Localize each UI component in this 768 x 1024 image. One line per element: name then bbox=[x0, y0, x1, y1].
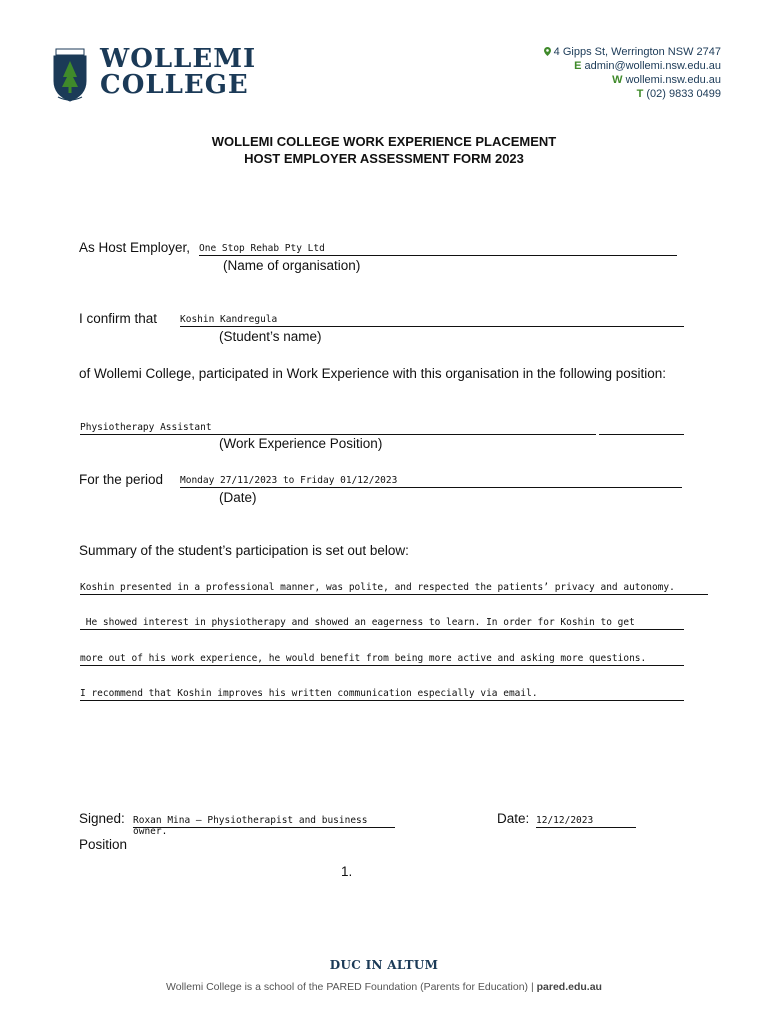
confirm-label: I confirm that bbox=[79, 311, 158, 326]
web-link[interactable]: wollemi.nsw.edu.au bbox=[625, 74, 721, 86]
host-employer-caption: (Name of organisation) bbox=[223, 258, 361, 273]
period-caption: (Date) bbox=[219, 490, 257, 505]
form-title-line2: HOST EMPLOYER ASSESSMENT FORM 2023 bbox=[244, 151, 524, 166]
email-link[interactable]: admin@wollemi.nsw.edu.au bbox=[584, 60, 721, 72]
form-title bbox=[0, 133, 768, 167]
phone-row bbox=[544, 87, 721, 101]
footer-link[interactable]: pared.edu.au bbox=[536, 981, 602, 993]
signed-label: Signed: bbox=[79, 811, 125, 826]
web-key: W bbox=[612, 74, 623, 86]
summary-line[interactable]: more out of his work experience, he would benefit from being more active and asking more questions. bbox=[80, 653, 684, 666]
participation-statement: of Wollemi College, participated in Work Experience with this organisation in the following position: bbox=[79, 366, 667, 381]
phone-text: (02) 9833 0499 bbox=[646, 88, 721, 100]
period-field[interactable]: Monday 27/11/2023 to Friday 01/12/2023 bbox=[180, 475, 682, 488]
student-name-field[interactable]: Koshin Kandregula bbox=[180, 314, 684, 327]
date-field[interactable]: 12/12/2023 bbox=[536, 815, 636, 828]
summary-label: Summary of the student’s participation is set out below: bbox=[79, 543, 409, 558]
summary-underline bbox=[80, 594, 708, 595]
signature-field[interactable]: Roxan Mina – Physiotherapist and business bbox=[133, 815, 395, 828]
period-label: For the period bbox=[79, 472, 164, 487]
summary-line[interactable]: I recommend that Koshin improves his written communication especially via email. bbox=[80, 688, 684, 701]
footer-motto: DUC IN ALTUM bbox=[329, 958, 439, 972]
web-row bbox=[544, 73, 721, 87]
summary-line[interactable]: He showed interest in physiotherapy and showed an eagerness to learn. In order for Koshin to get bbox=[80, 617, 684, 630]
email-key: E bbox=[574, 60, 582, 72]
summary-line[interactable]: Koshin presented in a professional manner, was polite, and respected the patients’ privacy and autonomy. bbox=[80, 582, 675, 593]
school-name-line1: WOLLEMI bbox=[100, 44, 257, 74]
signature-field-continued: owner. bbox=[133, 826, 168, 837]
host-employer-label: As Host Employer, bbox=[79, 240, 191, 255]
contact-details bbox=[544, 45, 721, 101]
address-row bbox=[544, 45, 721, 59]
date-label: Date: bbox=[497, 811, 530, 826]
college-crest-logo bbox=[52, 47, 88, 103]
address-text: 4 Gipps St, Werrington NSW 2747 bbox=[553, 46, 721, 58]
footer-statement: Wollemi College is a school of the PARED Foundation (Parents for Education) | bbox=[166, 981, 534, 993]
form-title-line1: WOLLEMI COLLEGE WORK EXPERIENCE PLACEMENT bbox=[211, 134, 557, 149]
phone-key: T bbox=[636, 88, 644, 100]
location-pin-icon bbox=[544, 47, 551, 56]
position-field-extension bbox=[599, 422, 684, 435]
school-name bbox=[100, 46, 256, 98]
position-caption: (Work Experience Position) bbox=[219, 436, 383, 451]
school-name-line2: COLLEGE bbox=[100, 70, 249, 100]
position-label: Position bbox=[79, 837, 128, 852]
host-employer-field[interactable]: One Stop Rehab Pty Ltd bbox=[199, 243, 677, 256]
footer-text bbox=[0, 981, 768, 993]
position-field[interactable]: Physiotherapy Assistant bbox=[80, 422, 596, 435]
page-number: 1. bbox=[341, 864, 353, 879]
email-row bbox=[544, 59, 721, 73]
student-name-caption: (Student’s name) bbox=[219, 329, 322, 344]
